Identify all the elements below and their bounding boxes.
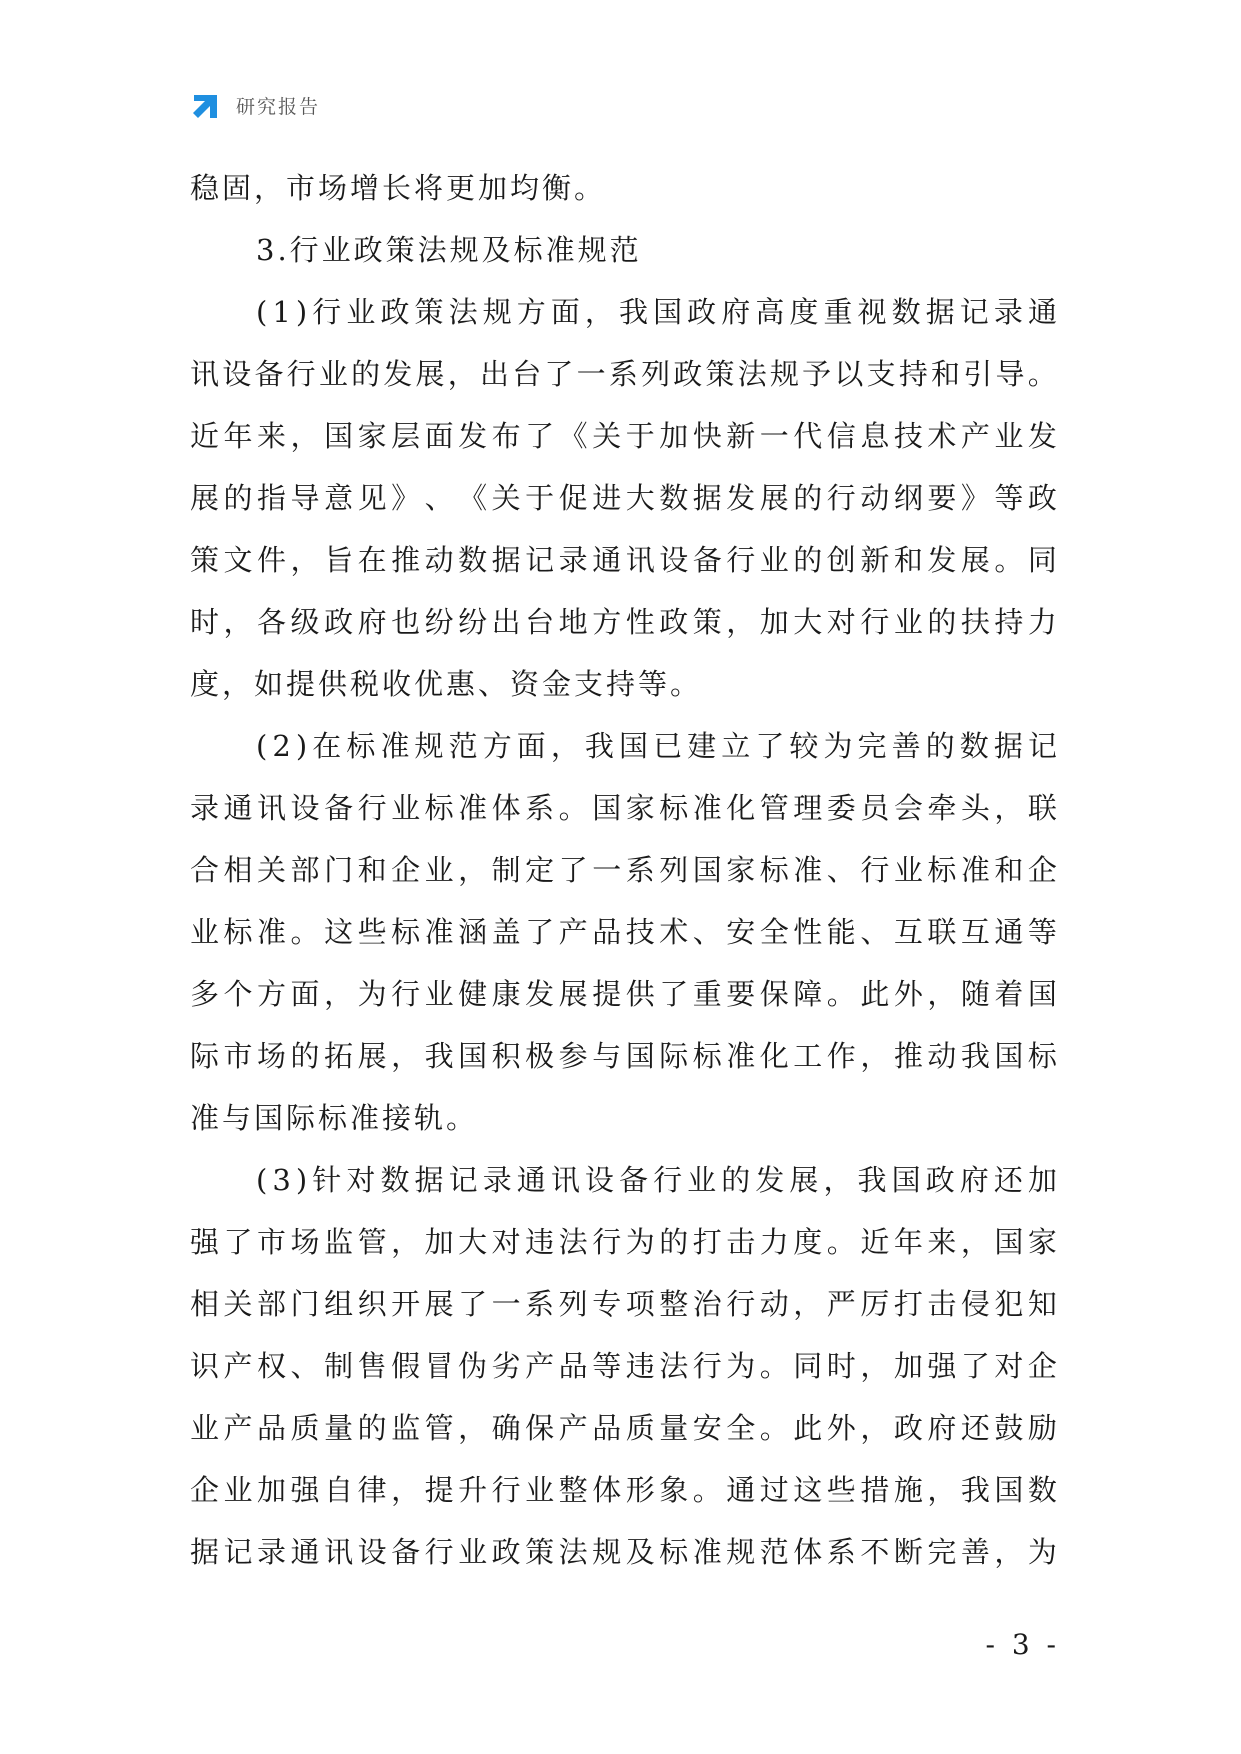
paragraph-line: 识 产 权 、 制 售 假 冒 伪 劣 产 品 等 违 法 行 为 。 同 时 ， 加 强 了 对 企 <box>190 1349 1057 1383</box>
arrow-up-right-icon <box>190 88 224 122</box>
paragraph-first-line: ( 3 ) 针 对 数 据 记 录 通 讯 设 备 行 业 的 发 展 ， 我 国 政 府 还 加 <box>256 1163 1057 1197</box>
paragraph-line: 近 年 来 ， 国 家 层 面 发 布 了 《 关 于 加 快 新 一 代 信 息 技 术 产 业 发 <box>190 419 1057 453</box>
paragraph-first-line: 3.行业政策法规及标准规范 <box>256 233 642 267</box>
paragraph-line: 相 关 部 门 组 织 开 展 了 一 系 列 专 项 整 治 行 动 ， 严 厉 打 击 侵 犯 知 <box>190 1287 1057 1321</box>
paragraph-line: 录 通 讯 设 备 行 业 标 准 体 系 。 国 家 标 准 化 管 理 委 员 会 牵 头 ， 联 <box>190 791 1057 825</box>
paragraph-line: 展 的 指 导 意 见 》 、 《 关 于 促 进 大 数 据 发 展 的 行 动 纲 要 》 等 政 <box>190 481 1057 515</box>
paragraph-line: 业 标 准 。 这 些 标 准 涵 盖 了 产 品 技 术 、 安 全 性 能 、 互 联 互 通 等 <box>190 915 1057 949</box>
paragraph-first-line: ( 1 ) 行 业 政 策 法 规 方 面 ， 我 国 政 府 高 度 重 视 数 据 记 录 通 <box>256 295 1057 329</box>
paragraph-first-line: ( 2 ) 在 标 准 规 范 方 面 ， 我 国 已 建 立 了 较 为 完 善 的 数 据 记 <box>256 729 1057 763</box>
paragraph-line: 多 个 方 面 ， 为 行 业 健 康 发 展 提 供 了 重 要 保 障 。 此 外 ， 随 着 国 <box>190 977 1057 1011</box>
header-title: 研究报告 <box>236 95 321 118</box>
paragraph-line: 强 了 市 场 监 管 ， 加 大 对 违 法 行 为 的 打 击 力 度 。 近 年 来 ， 国 家 <box>190 1225 1057 1259</box>
paragraph-line: 合 相 关 部 门 和 企 业 ， 制 定 了 一 系 列 国 家 标 准 、 行 业 标 准 和 企 <box>190 853 1057 887</box>
document-body <box>190 157 1057 1583</box>
paragraph-line: 稳固，市场增长将更加均衡。 <box>190 171 607 205</box>
paragraph-line: 时 ， 各 级 政 府 也 纷 纷 出 台 地 方 性 政 策 ， 加 大 对 行 业 的 扶 持 力 <box>190 605 1057 639</box>
page-header <box>190 88 320 122</box>
paragraph-line: 准与国际标准接轨。 <box>190 1101 479 1135</box>
paragraph-line: 策 文 件 ， 旨 在 推 动 数 据 记 录 通 讯 设 备 行 业 的 创 新 和 发 展 。 同 <box>190 543 1057 577</box>
paragraph-line: 度，如提供税收优惠、资金支持等。 <box>190 667 703 701</box>
paragraph-line: 业 产 品 质 量 的 监 管 ， 确 保 产 品 质 量 安 全 。 此 外 ， 政 府 还 鼓 励 <box>190 1411 1057 1445</box>
paragraph-line: 讯 设 备 行 业 的 发 展 ， 出 台 了 一 系 列 政 策 法 规 予 以 支 持 和 引 导 。 <box>190 357 1057 391</box>
page-number: - 3 - <box>985 1628 1060 1661</box>
paragraph-line: 际 市 场 的 拓 展 ， 我 国 积 极 参 与 国 际 标 准 化 工 作 ， 推 动 我 国 标 <box>190 1039 1057 1073</box>
paragraph-line: 据 记 录 通 讯 设 备 行 业 政 策 法 规 及 标 准 规 范 体 系 不 断 完 善 ， 为 <box>190 1535 1057 1569</box>
paragraph-line: 企 业 加 强 自 律 ， 提 升 行 业 整 体 形 象 。 通 过 这 些 措 施 ， 我 国 数 <box>190 1473 1057 1507</box>
